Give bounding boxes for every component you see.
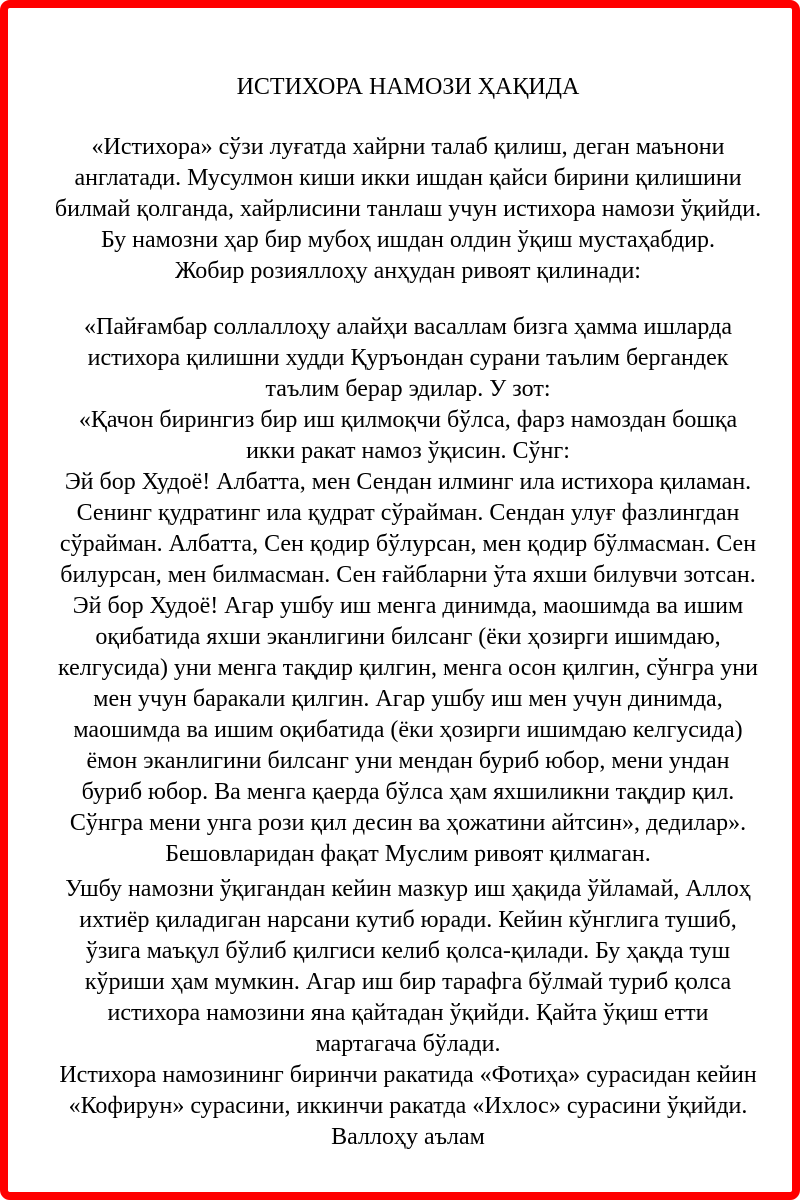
- paragraph-conclusion: [16, 874, 800, 1153]
- text-line: Бу намозни ҳар бир мубоҳ ишдан олдин ўқиш мустаҳабдир.: [101, 227, 715, 253]
- text-line: Сенинг қудратинг ила қудрат сўрайман. Сендан улуғ фазлингдан: [76, 500, 740, 526]
- text-line: келгусида) уни менга тақдир қилгин, менга осон қилгин, сўнгра уни: [58, 655, 758, 681]
- text-line: «Кофирун» сурасини, иккинчи ракатда «Ихлос» сурасини ўқийди.: [68, 1093, 748, 1119]
- text-line: мартагача бўлади.: [315, 1031, 501, 1057]
- document-title: ИСТИХОРА НАМОЗИ ҲАҚИДА: [236, 74, 580, 100]
- text-line: Истихора намозининг биринчи ракатида «Фотиҳа» сурасидан кейин: [59, 1062, 757, 1088]
- paragraph-intro: [16, 132, 800, 287]
- text-line: англатади. Мусулмон киши икки ишдан қайси бирини қилишини: [74, 165, 742, 191]
- text-line: ёмон эканлигини билсанг уни мендан буриб юбор, мени ундан: [86, 748, 730, 774]
- text-line: икки ракат намоз ўқисин. Сўнг:: [246, 438, 570, 464]
- text-line: Валлоҳу аълам: [331, 1124, 485, 1150]
- text-line: Эй бор Худоё! Агар ушбу иш менга динимда, маошимда ва ишим: [72, 593, 744, 619]
- text-line: Ушбу намозни ўқигандан кейин мазкур иш ҳақида ўйламай, Аллоҳ: [65, 876, 751, 902]
- text-line: Эй бор Худоё! Албатта, мен Сендан илминг ила истихора қиламан.: [64, 469, 752, 495]
- paragraph-hadith: [16, 312, 800, 870]
- text-line: ихтиёр қиладиган нарсани кутиб юради. Кейин кўнглига тушиб,: [79, 907, 737, 933]
- text-line: таълим берар эдилар. У зот:: [265, 376, 551, 402]
- text-line: оқибатида яхши эканлигини билсанг (ёки ҳозирги ишимдаю,: [95, 624, 721, 650]
- text-line: билурсан, мен билмасман. Сен ғайбларни ўта яхши билувчи зотсан.: [60, 562, 756, 588]
- text-line: «Қачон бирингиз бир иш қилмоқчи бўлса, фарз намоздан бошқа: [78, 407, 738, 433]
- text-line: кўриши ҳам мумкин. Агар иш бир тарафга бўлмай туриб қолса: [84, 969, 732, 995]
- text-line: Сўнгра мени унга рози қил десин ва ҳожатини айтсин», дедилар».: [69, 810, 747, 836]
- text-line: маошимда ва ишим оқибатида (ёки ҳозирги ишимдаю келгусида): [73, 717, 743, 743]
- text-line: буриб юбор. Ва менга қаерда бўлса ҳам яхшиликни тақдир қил.: [81, 779, 735, 805]
- text-line: «Истихора» сўзи луғатда хайрни талаб қилиш, деган маънони: [91, 134, 725, 160]
- text-line: истихора қилишни худди Қуръондан сурани таълим бергандек: [87, 345, 729, 371]
- text-line: «Пайғамбар соллаллоҳу алайҳи васаллам бизга ҳамма ишларда: [84, 314, 732, 340]
- text-line: истихора намозини яна қайтадан ўқийди. Қайта ўқиш етти: [107, 1000, 709, 1026]
- text-line: Жобир розияллоҳу анҳудан ривоят қилинади:: [175, 258, 641, 284]
- text-line: билмай қолганда, хайрлисини танлаш учун истихора намози ўқийди.: [54, 196, 762, 222]
- text-line: сўрайман. Албатта, Сен қодир бўлурсан, мен қодир бўлмасман. Сен: [59, 531, 757, 557]
- text-line: мен учун баракали қилгин. Агар ушбу иш мен учун динимда,: [93, 686, 723, 712]
- text-line: ўзига маъқул бўлиб қилгиси келиб қолса-қилади. Бу ҳақда туш: [85, 938, 731, 964]
- text-line: Бешовларидан фақат Муслим ривоят қилмаган.: [165, 841, 651, 867]
